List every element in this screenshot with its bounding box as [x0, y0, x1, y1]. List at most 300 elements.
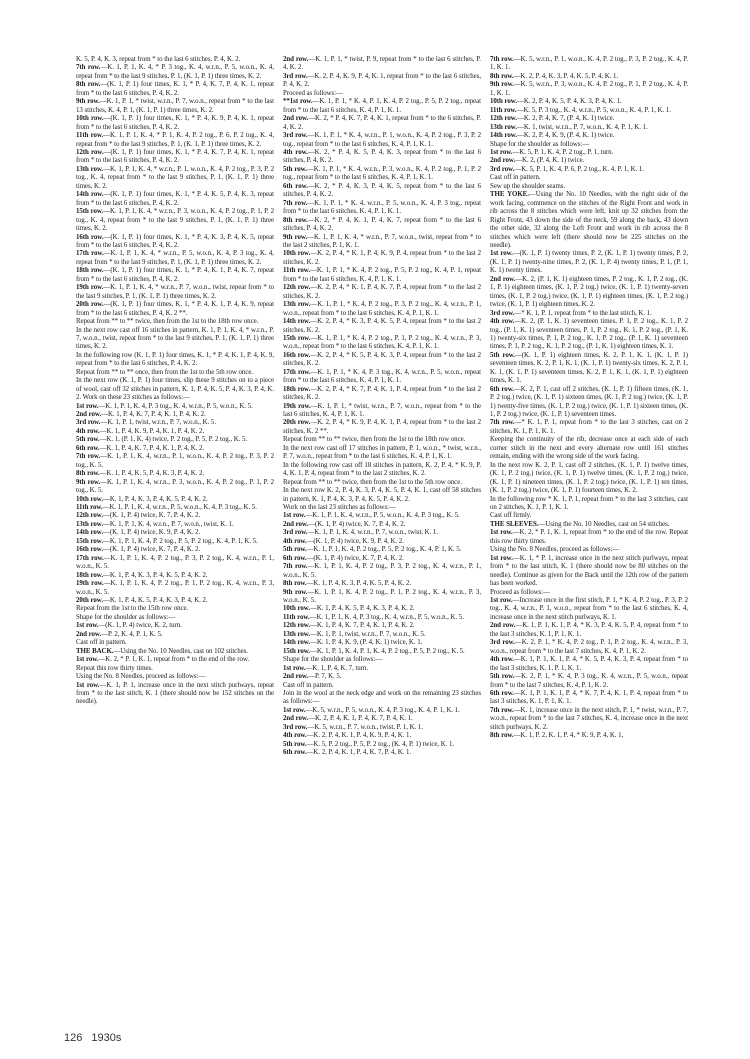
paragraph-text: Repeat this row thirty times.	[76, 664, 153, 672]
paragraph	[283, 200, 481, 217]
row-label: 10th row.	[76, 115, 104, 123]
paragraph	[490, 690, 688, 707]
paragraph	[283, 749, 481, 757]
page-footer	[64, 1032, 127, 1044]
paragraph	[283, 149, 481, 166]
paragraph	[76, 572, 274, 580]
paragraph-text: —(K. 1, P. 1) twenty times, P. 2, (K. 1, P. 1) twenty times, P. 2, (K. 1, P. 1) twenty-nine times, P. 2, (K. 1, P. 4) twenty times, P. 1, (P. 1, K. 1) twenty times.	[490, 250, 688, 275]
paragraph-text: —K. 1, P. 1, K. 4, * w.r.n., P. 1, w.o.n., K. 4, P. 2 tog., P. 3, P. 2 tog., K. 4, repeat from * to the last 9 stitches, P. 1, (K. 1, P. 1) three times, K. 2.	[76, 165, 274, 190]
paragraph-text: —K. 1, P. 1, K. 4, P. 3 tog., K. 4, w.r.n., P. 5, w.o.n., K. 5.	[98, 402, 253, 410]
section-heading: THE BACK.	[76, 647, 114, 655]
paragraph	[76, 580, 274, 597]
paragraph-text: —K. 1, P. 1, K. 4, w.r.n., P. 1, w.o.n., K. 4, P. 2 tog., P. 3, P. 2 tog., K. 5.	[76, 453, 274, 469]
paragraph-text: —(K. 1, P. 4) twice, K. 7, P. 4, K. 2.	[308, 520, 406, 528]
paragraph-text: —K. 2, * P. 1, K. 1, repeat from * to the end of the row. Repeat this row thirty times.	[490, 529, 688, 545]
row-label: 18th row.	[283, 385, 311, 393]
paragraph	[283, 741, 481, 749]
row-label: 10th row.	[490, 98, 517, 106]
paragraph-text: Shape for the shoulder as follows:—	[490, 140, 590, 148]
paragraph-text: —K. 1, P. 1, K. 4, * w.r.n., P. 7, w.o.n., twist, repeat from * to the last 2 stitches, P. 1, K. 1.	[283, 233, 481, 249]
paragraph	[76, 453, 274, 470]
decade-label: 1930s	[91, 1032, 122, 1044]
paragraph-text: —K. 1, P. 2, K. 1, P. 4, * K. 9, P. 4, K. 1,	[513, 732, 624, 740]
paragraph	[76, 327, 274, 352]
row-label: 11th row.	[76, 504, 103, 512]
row-label: 3rd row.	[490, 165, 515, 173]
row-label: 3rd row.	[490, 309, 515, 317]
paragraph-text: —K. 2, P. 4, K. 9, (P. 4, K. 1) twice.	[517, 132, 615, 140]
paragraph-text: —K. 1, P. 1, * twist, P. 9, repeat from * to the last 6 stitches, P. 4, K. 2.	[283, 56, 481, 72]
paragraph	[76, 377, 274, 402]
paragraph	[76, 614, 274, 622]
row-label: 7th row.	[490, 56, 514, 63]
row-label: 2nd row.	[490, 622, 516, 630]
paragraph-text: —K. 1, P. 4, K. 7, P. 4, K. 1, P. 4, K. 2.	[99, 444, 205, 452]
paragraph-text: —K. 1, P. 1, * K. 4, P. 1, K. 4, P. 2 tog., P. 5, P. 2 tog., repeat from * to the last 6 stitches, K. 4, P. 1, K. 1.	[283, 98, 481, 114]
row-label: 9th row.	[283, 233, 308, 241]
paragraph-text: —(K. 1, P. 1) four times, K. 1, * P. 4, K. 1, P. 4, K. 9, repeat from * to the last 6 stitches, P. 4, K. 2 **.	[76, 301, 274, 317]
paragraph	[490, 149, 688, 157]
row-label: 12th row.	[283, 622, 310, 630]
row-label: 4th row.	[76, 427, 100, 435]
paragraph-text: —(K. 1, P. 1) four times, K. 1, * P. 4, K. 7, P. 4, K. 1, repeat from * to the last 6 stitches, P. 4, K. 2.	[76, 148, 274, 165]
paragraph-text: —Using the No. 10 Needles, with the right side of the work facing, commence on the stitches of the Right Front and work in rib across the 8 stitches which were left, knit up 32 stitches from the Right Front, 43 down the side of the neck, 59 along the back, 43 down the other side, 32 along the Left Front and work in rib across the 8 stitches which were left (there should now be 225 stitches on the needle).	[490, 191, 688, 249]
row-label: 14th row.	[283, 318, 311, 326]
paragraph-text: —(K. 1, P. 1) four times, K. 1, * P. 4, K. 5, P. 4, K. 3, repeat from * to the last 6 stitches, P. 4, K. 2.	[76, 191, 274, 207]
row-label: 5th row.	[490, 673, 515, 681]
paragraph	[490, 707, 688, 732]
paragraph	[283, 715, 481, 723]
paragraph-text: In the next row cast off 17 stitches in pattern, P. 1, w.o.n., * twist, w.r.n., P. 7, w.o.n., repeat from * to the last 6 stitches, K. 4, P. 1, K. 1.	[283, 444, 481, 461]
paragraph-text: —K. 1, P. 1, K. 4, P. 2 tog., P. 5, P. 2 tog., K. 4, P. 1, K. 5.	[103, 537, 258, 545]
paragraph-text: —K. 1, P. 1, twist, w.r.n., P. 7, w.o.n., K. 5.	[100, 419, 216, 427]
paragraph	[76, 403, 274, 411]
paragraph-text: Repeat from ** to ** twice, then from the 1st to the 5th row once.	[283, 478, 462, 486]
paragraph	[490, 555, 688, 589]
paragraph-text: —Using the No. 10 Needles, cast on 54 stitches.	[538, 520, 670, 528]
paragraph	[283, 529, 481, 537]
row-label: 18th row.	[76, 571, 103, 579]
paragraph-text: —K. 2, P. 4, * K. 1, P. 4, K. 9, P. 4, repeat from * to the last 2 stitches, K. 2.	[283, 250, 481, 266]
paragraph-text: —K. 5, P. 1, K. 4, P. 6, P. 2 tog., K. 4, P. 1, K. 1.	[514, 165, 644, 173]
row-label: 5th row.	[76, 436, 100, 444]
row-label: 1st row.	[490, 597, 513, 604]
paragraph	[76, 419, 274, 427]
paragraph	[490, 521, 688, 529]
row-label: 14th row.	[283, 639, 310, 647]
paragraph-text: —K. 1, P. 4, K. 9, P. 4, K. 1, P. 4, K. 2.	[99, 427, 205, 435]
paragraph-text: —K. 2, P. 4, * K. 5, P. 4, K. 3, P. 4, repeat from * to the last 2 stitches, K. 2.	[283, 351, 481, 368]
row-label: 8th row.	[76, 470, 100, 478]
paragraph	[490, 250, 688, 275]
paragraph-text: —K. 2, * P. 4, K. 7, P. 4, K. 1, repeat from * to the 6 stitches, P. 4, K. 2.	[283, 115, 481, 131]
paragraph	[283, 555, 481, 563]
paragraph	[283, 335, 481, 352]
paragraph-text: —(K. 1, P. 1) four times, K. 1, * P. 4, K. 1, P. 4, K. 7, repeat from * to the last 6 stitches, P. 4, K. 2.	[76, 267, 274, 283]
paragraph	[283, 115, 481, 132]
paragraph	[490, 56, 688, 73]
page-number: 126	[64, 1032, 83, 1044]
paragraph	[283, 250, 481, 267]
row-label: 1st row.	[283, 512, 306, 520]
paragraph-text: —K. 1, P. 1, K. 4, P. 2 tog., P. 1, P. 2 tog., K. 4, w.r.n., P. 3, w.o.n., K. 5.	[283, 588, 481, 604]
paragraph-text: —P. 2, K. 4, P. 1, K. 5.	[101, 630, 163, 638]
row-label: 7th row.	[76, 64, 101, 72]
paragraph	[76, 115, 274, 132]
row-label: 12th row.	[490, 115, 517, 123]
paragraph	[283, 622, 481, 630]
paragraph-text: —K. 1, P. 1, * twist, w.r.n., P. 7, w.o.n., repeat from * to the last 6 stitches, K. 4, P. 1, K. 1.	[283, 402, 481, 419]
paragraph-text: Using the No. 8 Needles, proceed as follows:—	[490, 546, 620, 554]
row-label: 5th row.	[283, 165, 307, 173]
row-label: 8th row.	[283, 580, 307, 588]
paragraph	[490, 512, 688, 520]
row-label: 4th row.	[490, 656, 514, 664]
paragraph	[283, 690, 481, 707]
paragraph	[283, 234, 481, 251]
paragraph	[490, 157, 688, 165]
row-label: 2nd row.	[490, 157, 516, 165]
row-label: 20th row.	[283, 419, 311, 427]
row-label: 11th row.	[283, 267, 311, 275]
paragraph-text: Repeat from ** to ** twice, then from the 1st to the 18th row once.	[283, 436, 466, 444]
paragraph-text: —K. 2, P. 1, * K. 4, P. 2 tog., P. 1, P. 2 tog., K. 4, w.r.n., P. 3, w.o.n., repeat from * to the last 7 stitches, K. 4, P. 1, K. 2.	[490, 639, 688, 655]
paragraph-text: Proceed as follows:—	[490, 588, 550, 596]
paragraph	[283, 487, 481, 504]
row-label: 14th row.	[76, 191, 104, 199]
paragraph-text: —(K. 1, P. 4) twice, K. 7, P. 4, K. 2.	[103, 546, 201, 554]
paragraph-text: —K. 1, P. 1, K. 4, P. 1, K. 4, P. 2 tog., P. 5, P. 2 tog., K. 5.	[310, 647, 465, 655]
paragraph-text: —K. 1, P. 1, K. 4, w.r.n., P. 5, w.o.n., K. 4, P. 3 tog., K. 5.	[305, 512, 460, 520]
paragraph-text: Using the No. 8 Needles, proceed as follows:—	[76, 673, 206, 681]
paragraph	[283, 665, 481, 673]
row-label: 9th row.	[76, 98, 100, 106]
paragraph	[490, 436, 688, 461]
paragraph-text: —K. 2, P. 4, K. 1, P. 4, K. 7, P. 4, K. 1.	[306, 749, 412, 757]
paragraph-text: —K. 2, P. 4, * K. 7, P. 4, K. 1, P. 4, repeat from * to the last 2 stitches, K. 2.	[283, 385, 481, 402]
paragraph-text: —K. 2, P. 1, cast off 2 stitches, (K. 1, P. 1) fifteen times, (K. 1, P. 2 tog.) twice, (K. 1, P. 1) sixteen times, (K. 1, P. 2 tog.) twice, (K. 1, P. 1) twenty-five times, (K. 1, P. 2 tog.) twice, (K. 1, P. 1) sixteen times, (K. 1, P. 2 tog.) twice, (K. 1, P. 1) seventeen times.	[490, 385, 688, 419]
paragraph	[76, 479, 274, 496]
paragraph	[283, 403, 481, 420]
row-label: 2nd row.	[283, 56, 309, 63]
paragraph	[76, 504, 274, 512]
paragraph-text: —K. 1, P. 1, K. 4, w.r.n., P. 7, w.o.n., twist, K. 1.	[103, 520, 234, 528]
paragraph	[490, 589, 688, 597]
row-label: 2nd row.	[283, 115, 309, 123]
paragraph	[76, 445, 274, 453]
row-label: 7th row.	[283, 199, 308, 207]
row-label: 19th row.	[76, 580, 104, 588]
paragraph	[76, 284, 274, 301]
paragraph-text: —K. 2, P. 4, K. 1, P. 4, K. 9, P. 4, K. 1.	[306, 732, 412, 740]
paragraph-text: Repeat from ** to ** twice, then from the 1st to the 18th row once.	[76, 318, 259, 326]
row-label: 13th row.	[76, 165, 104, 173]
paragraph-text: —(K. 1, P. 4) twice, K. 9, P. 4, K. 2.	[103, 529, 201, 537]
section-heading: THE SLEEVES.	[490, 520, 539, 528]
paragraph-text: —K. 1, P. 1, * K. 4, w.r.n., P. 3, w.o.n., K. 4, P. 2 tog., P. 1, P. 2 tog., repeat from * to the last 6 stitches, K. 4, P. 1, K. 1.	[283, 165, 481, 182]
paragraph-text: —(K. 1, P. 4) twice, K. 2, turn.	[98, 622, 182, 630]
row-label: 17th row.	[76, 250, 104, 258]
paragraph-text: —K. 2, P. 4, K. 7, (P. 4, K. 1) twice.	[517, 115, 615, 123]
paragraph-text: —K. 1, P. 1, K. 4, P. 2 tog., P. 5, P. 2 tog., K. 4, P. 1, K. 5.	[306, 546, 462, 554]
paragraph	[490, 166, 688, 174]
paragraph	[76, 605, 274, 613]
paragraph	[283, 284, 481, 301]
paragraph	[283, 166, 481, 183]
row-label: 17th row.	[283, 368, 311, 376]
paragraph	[76, 318, 274, 326]
paragraph-text: —K. 2, * P. 4, K. 3, P. 4, K. 5, repeat from * to the last 6 stitches, P. 4, K. 2.	[283, 182, 481, 199]
paragraph-text: —K. 5, P. 3 tog., K. 4, w.r.n., P. 5, w.o.n., K. 4, P. 1, K. 1.	[516, 106, 671, 114]
row-label: 1st row.	[490, 148, 513, 156]
paragraph-text: Cast off in pattern.	[76, 639, 127, 647]
text-column-right	[490, 56, 688, 1016]
paragraph-text: —Using the No. 10 Needles, cast on 102 stitches.	[113, 647, 248, 655]
row-label: 1st row.	[76, 681, 100, 689]
section-heading: THE YOKE.	[490, 191, 529, 199]
paragraph-text: —K. 2, P. 4, * K. 1, P. 4, K. 7, P. 4, repeat from * to the last 2 stitches, K. 2.	[283, 284, 481, 300]
row-label: 11th row.	[76, 132, 104, 140]
row-label: 3rd row.	[283, 72, 308, 80]
paragraph	[490, 386, 688, 420]
paragraph	[490, 124, 688, 132]
paragraph-text: Shape for the shoulder as follows:—	[283, 656, 383, 664]
paragraph	[283, 436, 481, 444]
paragraph-text: In the following row (K. 1, P. 1) four times, K. 1, * P. 4, K. 1, P. 4, K. 9, repeat from * to the last 6 stitches, P. 4, K. 2.	[76, 351, 274, 368]
paragraph-text: —K. 1, P. 1, K. 4, P. 2 tog., P. 3, P. 2 tog., K. 4, w.r.n., P. 1, w.o.n., K. 5.	[76, 554, 274, 571]
paragraph	[283, 682, 481, 690]
row-label: 9th row.	[283, 588, 308, 596]
paragraph-text: —K. 2, * P. 4, K. 5, P. 4, K. 3, repeat from * to the last 6 stitches, P. 4, K. 2.	[283, 148, 481, 165]
paragraph	[490, 639, 688, 656]
paragraph	[76, 538, 274, 546]
paragraph	[283, 732, 481, 740]
paragraph	[283, 73, 481, 90]
paragraph-text: —K. 5, w.r.n., P. 5, w.o.n., K. 4, P. 3 tog., K. 4, P. 1, K. 1.	[305, 706, 460, 714]
paragraph	[490, 81, 688, 98]
row-label: 5th row.	[283, 740, 307, 748]
row-label: 20th row.	[76, 301, 104, 309]
paragraph	[76, 98, 274, 115]
paragraph-text: —K. 1, P. 1, K. 4, w.r.n., P. 5, w.o.n., K. 4, P. 3 tog., K. 5.	[102, 504, 257, 512]
row-label: 19th row.	[76, 284, 104, 292]
paragraph	[76, 149, 274, 166]
paragraph	[490, 276, 688, 310]
paragraph	[76, 428, 274, 436]
paragraph-text: —K. 1, P. 1, K. 4, * w.r.n., P. 5, w.o.n., K. 4, P. 3 tog., K. 4, repeat from * to the last 9 stitches, P. 1, (K. 1, P. 1) three times, K. 2.	[76, 250, 274, 266]
row-label: 2nd row.	[76, 411, 102, 419]
paragraph	[283, 132, 481, 149]
paragraph	[76, 597, 274, 605]
paragraph	[76, 191, 274, 208]
paragraph-text: —K. 2, P. 4, * K. 3, P. 4, K. 5, P. 4, repeat from * to the last 2 stitches, K. 2.	[283, 318, 481, 334]
row-label: 8th row.	[76, 81, 101, 89]
paragraph	[283, 707, 481, 715]
paragraph	[76, 132, 274, 149]
paragraph-text: —(K. 1, P. 4) twice, K. 7, P. 4, K. 2.	[103, 512, 201, 520]
paragraph	[76, 673, 274, 681]
row-label: 10th row.	[283, 605, 310, 613]
row-label: 1st row.	[490, 529, 513, 537]
paragraph-text: —K. 5, w.r.n., P. 1, w.o.n., K. 4, P. 2 tog., P. 3, P. 2 tog., K. 4, P. 1, K. 1.	[490, 56, 688, 72]
paragraph-text: —K. 2, P. 4, K. 1, P. 4, K. 7, P. 4, K. 1.	[308, 715, 413, 723]
row-label: 16th row.	[76, 233, 104, 241]
row-label: 12th row.	[76, 512, 103, 520]
row-label: 1st row.	[283, 664, 306, 672]
paragraph-text: —K. 1, P. 1, K. 4, P. 2 tog., P. 3, P. 2 tog., K. 4, w.r.n., P. 1, w.o.n., K. 5.	[283, 563, 481, 579]
paragraph-text: —Increase once in the first stitch, P. 1, * K. 4, P. 2 tog., P. 3, P. 2 tog., K. 4, w.r.n., P. 1, w.o.n., repeat from * to the last 6 stitches, K. 4, increase once in the next stitch purlways, K. 1.	[490, 597, 688, 621]
paragraph	[283, 614, 481, 622]
paragraph-text: In the next row K. 2, P. 1, cast off 2 stitches, (K. 1, P. 1) twelve times, (K. 1, P. 2 tog.) twice, (K. 1, P. 1) twelve times, (K. 1, P. 2 tog.) twice, (K. 1, P. 1) nineteen times, (K. 1, P. 2 tog.) twice, (K. 1, P. 1) ten times, (K. 1, P. 2 tog.) twice, (K. 1, P. 1) fourteen times, K. 2.	[490, 461, 688, 495]
paragraph	[76, 234, 274, 251]
paragraph	[76, 555, 274, 572]
paragraph-text: —K. 1, P. 1, K. 4, P. 3 tog., K. 4, w.r.n., P. 5, w.o.n., K. 5.	[309, 613, 464, 621]
paragraph	[283, 90, 481, 98]
paragraph	[76, 352, 274, 369]
paragraph	[283, 318, 481, 335]
paragraph-text: —K. 1, P. 1, K. 4, * w.r.n., P. 7, w.o.n., twist, repeat from * to the last 9 stitches, P. 1, (K. 1, P. 1) three times, K. 2.	[76, 284, 274, 300]
paragraph	[283, 504, 481, 512]
row-label: 2nd row.	[490, 275, 516, 283]
paragraph	[283, 673, 481, 681]
paragraph-text: —K. 1, * P. 1, increase once in the next stitch purlways, repeat from * to the last stitch, K. 1 (there should now be 80 stitches on the needle). Continue as given for the Back until the 12th row of the pattern has been worked.	[490, 554, 688, 588]
row-label: 1st row.	[490, 554, 513, 562]
paragraph-text: Proceed as follows:—	[283, 89, 343, 97]
paragraph	[283, 512, 481, 520]
paragraph	[490, 174, 688, 182]
paragraph	[283, 419, 481, 436]
paragraph-text: —K. 5, P. 1, K. 4, P. 2 tog., P. 1, turn.	[512, 148, 614, 156]
paragraph-text: —(K. 1, P. 1) eighteen times, K. 2, P. 1, K. 1, (K. 1, P. 1) seventeen times, K. 2, P. 1, K. 1, (K. 1, P. 1) twenty-six times, K. 2, P. 1, K. 1, (K. 1, P. 1) seventeen times, K. 2, P. 1, K. 1, (K. 1, P. 1) eighteen times, K. 1.	[490, 351, 688, 385]
row-label: 8th row.	[490, 72, 514, 80]
row-label: 17th row.	[76, 554, 104, 562]
paragraph	[76, 267, 274, 284]
paragraph-text: Sew up the shoulder seams.	[490, 182, 566, 190]
row-label: 14th row.	[76, 529, 103, 537]
paragraph-text: —K. 1, P. 1, K. 4, P. 2 tog., P. 1, P. 2 tog., K. 4, w.r.n., P. 3, w.o.n., K. 5.	[76, 580, 274, 596]
paragraph	[283, 386, 481, 403]
row-label: 16th row.	[76, 546, 103, 554]
row-label: 5th row.	[490, 351, 515, 359]
paragraph	[490, 318, 688, 352]
paragraph	[490, 673, 688, 690]
paragraph-text: —K. 1, P. 1, K. 1, P. 4, * K. 5, P. 4, K. 3, P. 4, repeat from * to the last 3 stitches, K. 1, P. 1, K. 1.	[490, 656, 688, 672]
paragraph	[490, 496, 688, 513]
row-label: 6th row.	[490, 385, 514, 393]
row-label: 15th row.	[283, 647, 310, 655]
paragraph	[490, 107, 688, 115]
paragraph-text: —K. 5, P. 2 tog., P. 5, P. 2 tog., (K. 4, P. 1) twice, K. 1.	[306, 740, 455, 748]
paragraph-text: K. 5, P. 4, K. 3, repeat from * to the last 6 stitches, P. 4, K. 2.	[76, 56, 241, 63]
paragraph	[76, 369, 274, 377]
row-label: 1st row.	[76, 622, 99, 630]
row-label: 2nd row.	[283, 520, 309, 528]
row-label: 2nd row.	[283, 715, 309, 723]
row-label: 9th row.	[76, 478, 101, 486]
row-label: 2nd row.	[76, 630, 102, 638]
text-column-left	[76, 56, 274, 1016]
paragraph	[283, 521, 481, 529]
paragraph	[283, 580, 481, 588]
paragraph-text: Cast off firmly.	[490, 512, 532, 520]
paragraph	[490, 191, 688, 250]
row-label: **1st row.	[283, 98, 313, 106]
row-label: 9th row.	[490, 81, 514, 89]
paragraph	[76, 512, 274, 520]
row-label: 7th row.	[76, 453, 101, 461]
row-label: 11th row.	[490, 106, 517, 114]
paragraph-text: —K. 1, P. 4, K. 7, turn.	[305, 664, 368, 672]
paragraph	[283, 462, 481, 479]
paragraph-text: —K. 5, w.r.n., P. 3, w.o.n., K. 4, P. 2 tog., P. 1, P. 2 tog., K. 4, P. 1, K. 1.	[490, 81, 688, 97]
paragraph	[283, 267, 481, 284]
paragraph	[490, 529, 688, 546]
paragraph-text: —K. 1, P. 1, * K. 4, w.r.n., P. 5, w.o.n., K. 4, P. 3 tog., repeat from * to the last 6 stitches, K. 4, P. 1, K. 1.	[283, 199, 481, 216]
paragraph	[283, 639, 481, 647]
paragraph	[490, 462, 688, 496]
paragraph	[76, 56, 274, 64]
paragraph	[76, 521, 274, 529]
text-column-middle	[283, 56, 481, 1016]
paragraph-text: In the next row (K. 1, P. 1) four times, slip these 9 stitches on to a piece of wool, cast off 32 stitches in pattern, K. 1, P. 4, K. 5, P. 4, K. 3, P. 4, K. 2. Work on these 23 stitches as follows:—	[76, 377, 274, 402]
paragraph-text: —K. 1, P. 1, * K. 4, P. 2 tog., P. 3, P. 2 tog., K. 4, w.r.n., P. 1, w.o.n., repeat from * to the last 6 stitches, K. 4, P. 1, K. 1.	[283, 301, 481, 317]
paragraph	[76, 436, 274, 444]
row-label: 6th row.	[490, 689, 514, 697]
row-label: 8th row.	[283, 216, 308, 224]
paragraph-text: —* K. 1, P. 1, repeat from * to the last stitch, K. 1.	[514, 309, 652, 317]
row-label: 4th row.	[283, 148, 308, 156]
row-label: 14th row.	[490, 132, 517, 140]
row-label: 3rd row.	[490, 639, 515, 647]
paragraph	[76, 301, 274, 318]
paragraph-text: —K. 1, P. 1, * K. 4, P. 3 tog., K. 4, w.r.n., P. 5, w.o.n., repeat from * to the last 6 stitches, K. 4, P. 1, K. 1.	[283, 368, 481, 385]
paragraph	[76, 622, 274, 630]
paragraph	[283, 605, 481, 613]
paragraph	[76, 648, 274, 656]
paragraph-text: —K. 1, P. 4, K. 3, P. 4, K. 5, P. 4, K. 2.	[103, 495, 208, 503]
paragraph-text: —K. 2, P. 1, * K. 4, P. 3 tog., K. 4, w.r.n., P. 5, w.o.n., repeat from * to the last 7 stitches, K. 4, P. 1, K. 2.	[490, 673, 688, 689]
paragraph-text: —K. 1, P. 4, K. 5, P. 4, K. 3, P. 4, K. 2.	[99, 470, 205, 478]
paragraph	[490, 352, 688, 386]
paragraph-text: In the next row cast off 16 stitches in pattern, K. 1, P. 1, K. 4, * w.r.n., P. 7, w.o.n., twist, repeat from * to the last 9 stitches, P. 1, (K. 1, P. 1) three times, K. 2.	[76, 326, 274, 351]
paragraph-text: Repeat from the 1st to the 15th row once.	[76, 605, 189, 613]
paragraph-text: Work on the last 23 stitches as follows:—	[283, 504, 396, 512]
paragraph	[490, 597, 688, 622]
paragraph-text: Cast off in pattern.	[490, 174, 541, 182]
paragraph	[283, 183, 481, 200]
paragraph	[76, 546, 274, 554]
paragraph	[283, 352, 481, 369]
row-label: 7th row.	[283, 563, 308, 571]
paragraph-text: —K. 2, P. 4, K. 9, P. 4, K. 1, repeat from * to the last 6 stitches, P. 4, K. 2.	[283, 72, 481, 89]
paragraph-text: —K. 1, P. 1, twist, w.r.n., P. 7, w.o.n., K. 5.	[310, 630, 426, 638]
row-label: 11th row.	[283, 613, 310, 621]
row-label: 12th row.	[76, 148, 104, 156]
row-label: 16th row.	[283, 351, 311, 359]
paragraph-text: —K. 1, P. 4, K. 3, P. 4, K. 5, P. 4, K. 2.	[103, 571, 208, 579]
paragraph-text: —K. 5, w.r.n., P. 7, w.o.n., twist, P. 1, K. 1.	[307, 723, 423, 731]
paragraph-text: —K. 1, increase once in the next stitch, P. 1, * twist, w.r.n., P. 7, w.o.n., repeat from * to the last 7 stitches, K. 4, increase once in the next stitch purlways, K. 2.	[490, 706, 688, 731]
row-label: 3rd row.	[283, 723, 308, 731]
row-label: 8th row.	[490, 732, 514, 740]
paragraph-text: —K. 1, P. 4, K. 5, P. 4, K. 3, P. 4, K. 2.	[103, 597, 208, 604]
paragraph-text: —K. 1, P. 1, * twist, w.r.n., P. 7, w.o.n., repeat from * to the last 13 stitches, K. 4, P. 1, (K. 1, P. 1) three times, K. 2.	[76, 98, 274, 114]
paragraph-text: In the following row cast off 18 stitches in pattern, K. 2, P. 4, * K. 9, P. 4, K. 1, P. 4, repeat from * to the last 2 stitches, K. 2.	[283, 461, 481, 478]
row-label: 6th row.	[283, 749, 307, 757]
row-label: 3rd row.	[283, 529, 308, 537]
paragraph-text: —K. 1, P. 1, K. 4, * P. 1, K. 4, P. 2 tog., P. 6, P. 2 tog., K. 4, repeat from * to the last 9 stitches, P. 1, (K. 1, P. 1) three times, K. 2.	[76, 132, 274, 148]
paragraph-text: —K. 1, P. 1, * K. 4, P. 2 tog., P. 1, P. 2 tog., K. 4, w.r.n., P. 3, w.o.n., repeat from * to the last 6 stitches, K. 4, P. 1, K. 1.	[283, 334, 481, 351]
